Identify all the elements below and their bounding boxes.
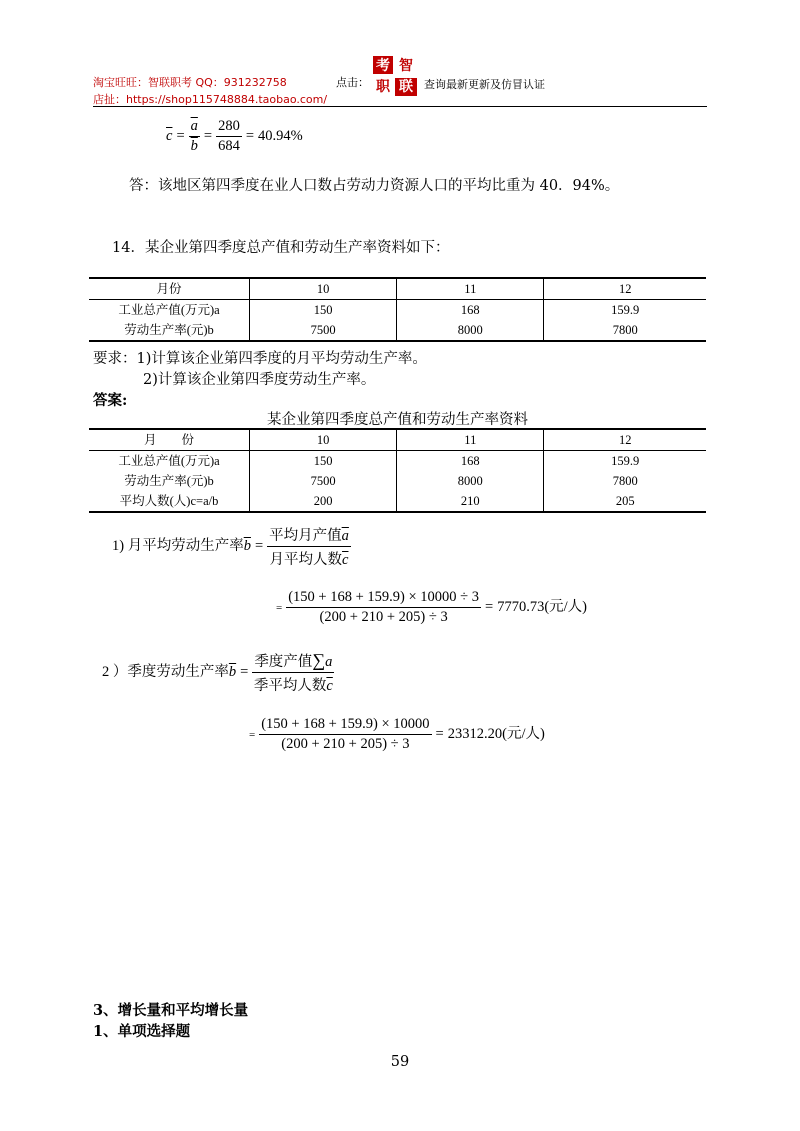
part2-calc-frac: $\frac{(150 + 168 + 159.9) \times 10000}{(200 + 210 + 205) \div 3}$: [261, 716, 430, 752]
table-1-header-row: [89, 278, 706, 300]
part1-formula: 1) 月平均劳动生产率$\overline{b}$ = $\frac{平均月产值\overline{a}}{月平均人数\overline{c}}$: [112, 524, 351, 569]
page-number: 59: [390, 1054, 410, 1070]
table-cell: 7800: [544, 320, 706, 341]
table-2: [89, 428, 706, 513]
answer-label: 答案:: [93, 392, 128, 409]
part1-calculation: = $\frac{(150 + 168 + 159.9) \times 10000 \div 3}{(200 + 210 + 205) \div 3}$ = 7770.73(元/人): [276, 589, 587, 625]
table-cell: 150: [250, 451, 397, 472]
formula-c-frac2: $\frac{280}{684}$: [218, 118, 240, 154]
subsection-title: 1、单项选择题: [93, 1023, 191, 1040]
table-1: [89, 277, 706, 342]
table-2-header-cell: 12: [544, 429, 706, 451]
table-2-caption: 某企业第四季度总产值和劳动生产率资料: [267, 412, 528, 428]
table-cell: 工业总产值(万元)a: [118, 454, 220, 468]
requirement-1: 要求：1)计算该企业第四季度的月平均劳动生产率。: [93, 351, 427, 367]
part1-frac: $\frac{平均月产值\overline{a}}{月平均人数\overline{c}}$: [267, 524, 351, 569]
table-cell: 200: [250, 491, 397, 512]
question-14-title: 14．某企业第四季度总产值和劳动生产率资料如下：: [112, 240, 450, 256]
table-1-header-cell: 11: [397, 278, 544, 300]
part2-formula: 2 ）季度劳动生产率$\overline{b}$ = $\frac{\text{季度产值∑a}}{季平均人数\overline{c}}$: [102, 650, 333, 694]
table-cell: 劳动生产率(元)b: [124, 474, 214, 488]
part1-calc-frac: $\frac{(150 + 168 + 159.9) \times 10000 \div 3}{(200 + 210 + 205) \div 3}$: [288, 589, 479, 625]
table-cell: 159.9: [544, 300, 706, 321]
table-cell: 205: [544, 491, 706, 512]
table-cell: 劳动生产率(元)b: [89, 320, 250, 341]
part1-var: $\overline{b}$: [243, 537, 251, 554]
part2-label: 2 ）季度劳动生产率: [102, 663, 229, 680]
table-cell: 210: [397, 491, 544, 512]
part2-var: $\overline{b}$: [228, 663, 237, 680]
logo-char-zhi: 智: [399, 58, 413, 74]
logo-char-zhi2: 职: [376, 79, 390, 95]
table-cell: 平均人数(人)c=a/b: [89, 491, 250, 512]
table-2-header-cell: 11: [397, 429, 544, 451]
table-1-header-cell: 月份: [89, 278, 250, 300]
table-cell: 150: [250, 300, 397, 321]
part2-frac: $\frac{\text{季度产值∑a}}{季平均人数\overline{c}}$: [253, 650, 333, 694]
table-row: [89, 491, 706, 512]
part1-calc-result: 7770.73(元/人): [497, 598, 587, 615]
table-row: [89, 320, 706, 341]
formula-c-lhs: $\overline{c}$: [166, 127, 173, 144]
header-click-label: 点击：: [336, 76, 369, 89]
requirement-2: 2)计算该企业第四季度劳动生产率。: [143, 372, 376, 388]
zhilian-logo[interactable]: [373, 56, 419, 96]
table-cell: 168: [397, 451, 544, 472]
table-cell: 159.9: [544, 451, 706, 472]
logo-char-lian: 联: [399, 79, 413, 95]
sum-symbol: ∑: [312, 650, 326, 670]
logo-char-kao: 考: [376, 58, 390, 74]
table-2-header-row: [89, 429, 706, 451]
table-1-header-cell: 12: [544, 278, 706, 300]
table-cell: 7500: [250, 320, 397, 341]
part2-calculation: = $\frac{(150 + 168 + 159.9) \times 10000}{(200 + 210 + 205) \div 3}$ = 23312.20(元/人): [249, 716, 545, 752]
table-cell: 8000: [397, 471, 544, 491]
table-row: [89, 300, 706, 321]
table-row: [89, 451, 706, 472]
formula-c: $\overline{c}$ = $\frac{\overline{a}}{b}$ = $\frac{280}{684}$ = 40.94%: [166, 118, 303, 154]
table-2-header-cell: 10: [250, 429, 397, 451]
table-2-header-cell: 月 份: [89, 429, 250, 451]
formula-c-result: 40.94%: [258, 127, 303, 144]
header-contact: 淘宝旺旺：智联职考 QQ：931232758: [93, 76, 287, 89]
section-title: 3、增长量和平均增长量: [93, 1002, 249, 1019]
part2-calc-result: 23312.20(元/人): [447, 725, 545, 742]
table-1-header-cell: 10: [250, 278, 397, 300]
answer-13: 答：该地区第四季度在业人口数占劳动力资源人口的平均比重为 40．94%。: [129, 178, 620, 194]
zhilian-logo-icon: [373, 56, 419, 96]
table-cell: 7800: [544, 471, 706, 491]
table-row: [89, 471, 706, 491]
table-cell: 工业总产值(万元)a: [118, 303, 220, 317]
header-rule: [93, 106, 707, 107]
formula-c-frac1: $\frac{\overline{a}}{b}$: [190, 118, 198, 154]
table-cell: 8000: [397, 320, 544, 341]
part1-label: 1) 月平均劳动生产率: [112, 537, 244, 554]
header-shop-link[interactable]: 店扯：https://shop115748884.taobao.com/: [93, 93, 328, 106]
table-cell: 7500: [250, 471, 397, 491]
table-cell: 168: [397, 300, 544, 321]
header-verify-link[interactable]: 查询最新更新及仿冒认证: [424, 78, 545, 91]
